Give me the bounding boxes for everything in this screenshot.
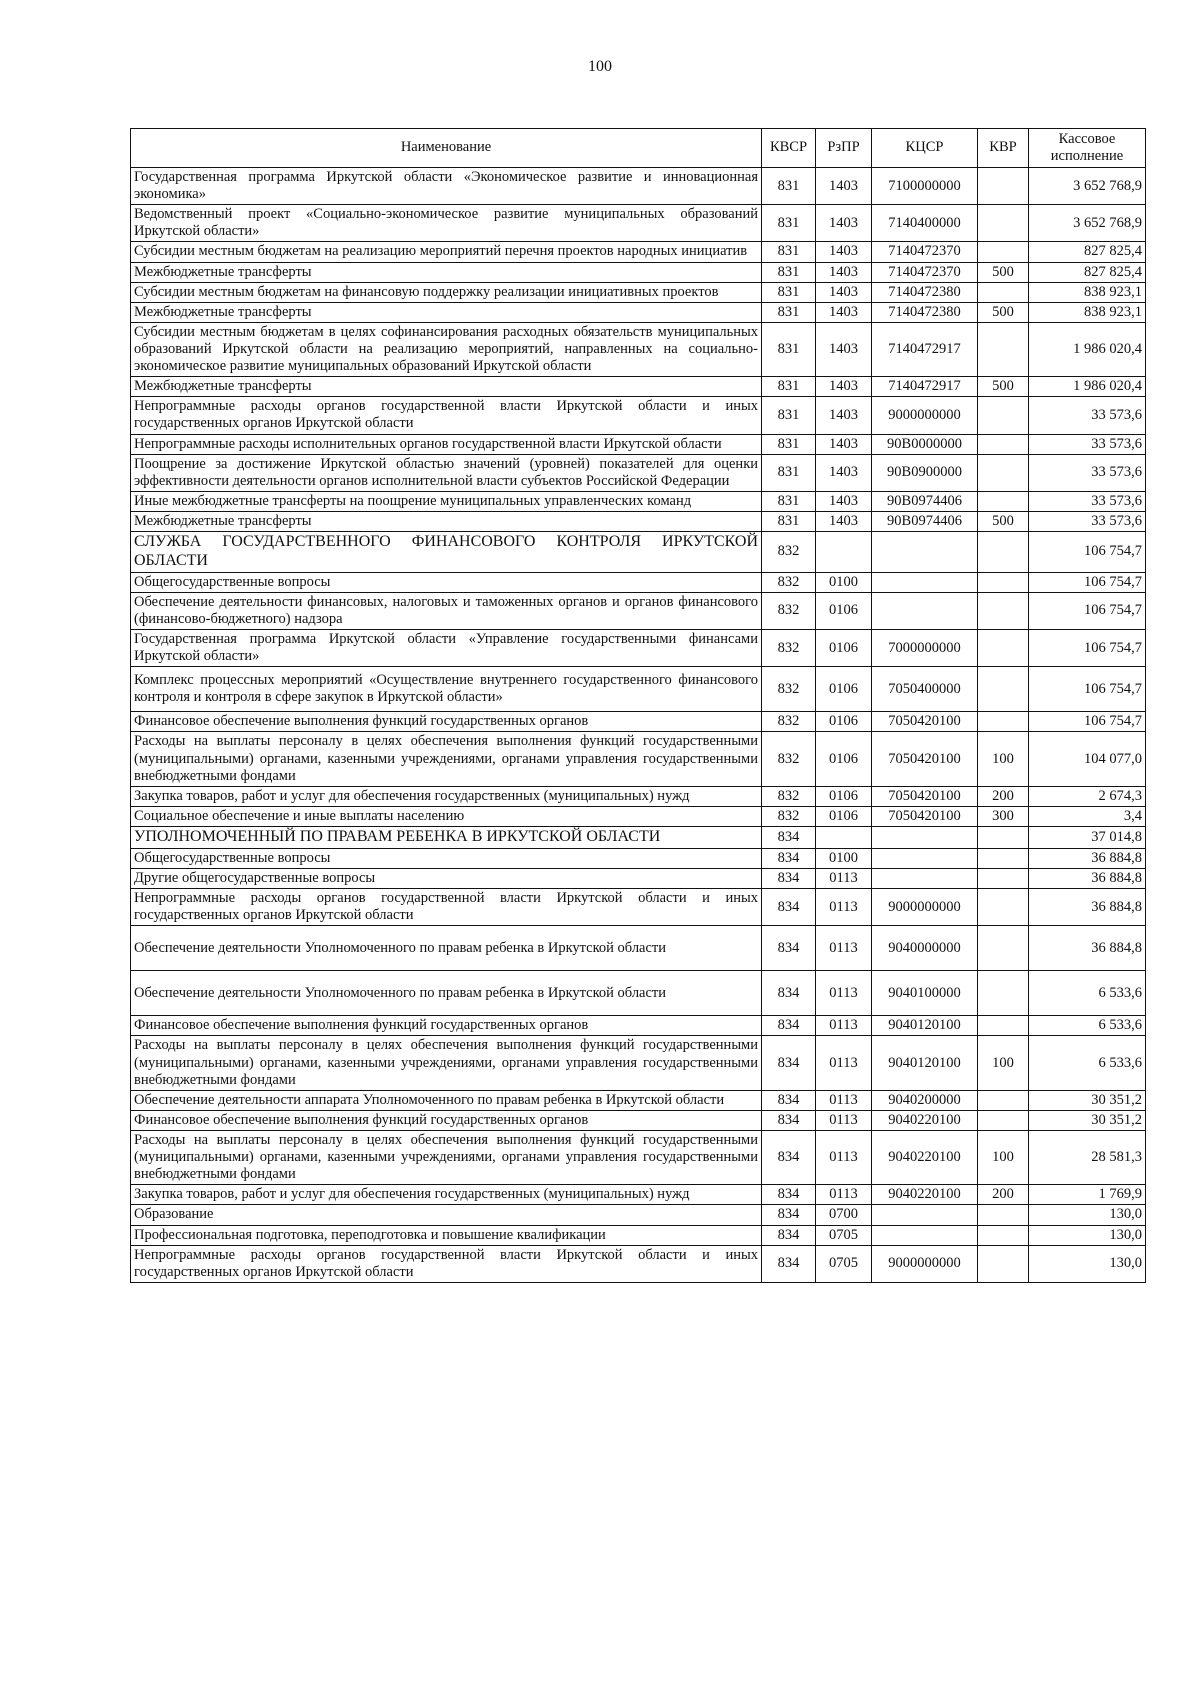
cell-kcsr: [872, 848, 978, 868]
cell-kvsr: 831: [762, 205, 816, 242]
cell-rzpr: 1403: [816, 511, 872, 531]
cell-name: Другие общегосударственные вопросы: [131, 869, 762, 889]
cell-kcsr: [872, 1225, 978, 1245]
cell-kvsr: 831: [762, 168, 816, 205]
cell-name: Финансовое обеспечение выполнения функций государственных органов: [131, 1016, 762, 1036]
cell-kvr: 500: [978, 511, 1029, 531]
table-row: [131, 827, 1146, 849]
cell-kcsr: 7140472380: [872, 302, 978, 322]
cell-kcsr: 9040220100: [872, 1185, 978, 1205]
table-row: [131, 1205, 1146, 1225]
cell-kvsr: 834: [762, 889, 816, 926]
cell-kvr: [978, 592, 1029, 629]
table-body: [131, 168, 1146, 1283]
cell-kcsr: 9040200000: [872, 1090, 978, 1110]
table-row: [131, 242, 1146, 262]
cell-amount: 6 533,6: [1029, 1036, 1146, 1090]
cell-kcsr: [872, 1205, 978, 1225]
table-row: [131, 572, 1146, 592]
cell-kvsr: 834: [762, 869, 816, 889]
table-row: [131, 848, 1146, 868]
cell-rzpr: 1403: [816, 242, 872, 262]
cell-kvr: 200: [978, 786, 1029, 806]
header-kcsr: КЦСР: [872, 129, 978, 168]
cell-name: Обеспечение деятельности аппарата Уполномоченного по правам ребенка в Иркутской области: [131, 1090, 762, 1110]
table-row: [131, 1090, 1146, 1110]
cell-kvr: [978, 1016, 1029, 1036]
cell-amount: 1 986 020,4: [1029, 322, 1146, 376]
cell-name: Общегосударственные вопросы: [131, 848, 762, 868]
cell-kcsr: 9040220100: [872, 1110, 978, 1130]
cell-amount: 106 754,7: [1029, 712, 1146, 732]
cell-kvr: [978, 630, 1029, 667]
cell-amount: 3 652 768,9: [1029, 168, 1146, 205]
cell-amount: 36 884,8: [1029, 869, 1146, 889]
cell-name: Финансовое обеспечение выполнения функций государственных органов: [131, 1110, 762, 1130]
header-amount: Кассовое исполнение: [1029, 129, 1146, 168]
cell-name: Социальное обеспечение и иные выплаты населению: [131, 806, 762, 826]
table-row: [131, 1036, 1146, 1090]
table-row: [131, 889, 1146, 926]
cell-name: Финансовое обеспечение выполнения функций государственных органов: [131, 712, 762, 732]
cell-name: Расходы на выплаты персоналу в целях обеспечения выполнения функций государственными (муниципальными) органами, казенными учреждениями, органами управления государственными внебюджетными фондами: [131, 1131, 762, 1185]
cell-kvr: [978, 205, 1029, 242]
cell-kcsr: 9000000000: [872, 397, 978, 434]
cell-kcsr: [872, 572, 978, 592]
cell-kvsr: 832: [762, 786, 816, 806]
cell-kvsr: 832: [762, 712, 816, 732]
cell-kvsr: 832: [762, 572, 816, 592]
cell-rzpr: 0113: [816, 889, 872, 926]
table-row: [131, 454, 1146, 491]
table-row: [131, 1131, 1146, 1185]
cell-rzpr: 0113: [816, 1016, 872, 1036]
cell-amount: 106 754,7: [1029, 592, 1146, 629]
cell-rzpr: 1403: [816, 282, 872, 302]
header-rzpr: РзПР: [816, 129, 872, 168]
cell-amount: 33 573,6: [1029, 511, 1146, 531]
cell-kvr: [978, 434, 1029, 454]
cell-kcsr: 7050420100: [872, 786, 978, 806]
cell-name: Иные межбюджетные трансферты на поощрение муниципальных управленческих команд: [131, 491, 762, 511]
cell-name: Поощрение за достижение Иркутской областью значений (уровней) показателей для оценки эффективности деятельности органов исполнительной власти субъектов Российской Федерации: [131, 454, 762, 491]
table-row: [131, 532, 1146, 573]
header-kvsr: КВСР: [762, 129, 816, 168]
cell-kcsr: 7050420100: [872, 712, 978, 732]
cell-kvsr: 834: [762, 1090, 816, 1110]
cell-name: Закупка товаров, работ и услуг для обеспечения государственных (муниципальных) нужд: [131, 1185, 762, 1205]
cell-name: Образование: [131, 1205, 762, 1225]
cell-rzpr: 0113: [816, 1110, 872, 1130]
cell-rzpr: 0100: [816, 848, 872, 868]
cell-kcsr: [872, 532, 978, 573]
cell-rzpr: 1403: [816, 434, 872, 454]
cell-name: СЛУЖБА ГОСУДАРСТВЕННОГО ФИНАНСОВОГО КОНТРОЛЯ ИРКУТСКОЙ ОБЛАСТИ: [131, 532, 762, 573]
cell-amount: 6 533,6: [1029, 1016, 1146, 1036]
cell-kcsr: 7140400000: [872, 205, 978, 242]
budget-table: [130, 128, 1146, 1283]
cell-rzpr: 0106: [816, 806, 872, 826]
cell-name: Государственная программа Иркутской области «Управление государственными финансами Иркутской области»: [131, 630, 762, 667]
cell-kcsr: 9000000000: [872, 1245, 978, 1282]
table-row: [131, 302, 1146, 322]
cell-amount: 827 825,4: [1029, 242, 1146, 262]
cell-kvsr: 831: [762, 377, 816, 397]
cell-rzpr: 1403: [816, 205, 872, 242]
cell-rzpr: 1403: [816, 302, 872, 322]
cell-kvr: [978, 971, 1029, 1016]
cell-amount: 106 754,7: [1029, 572, 1146, 592]
cell-amount: 30 351,2: [1029, 1110, 1146, 1130]
cell-kvsr: 834: [762, 1205, 816, 1225]
cell-rzpr: 0113: [816, 1185, 872, 1205]
cell-kvsr: 834: [762, 1036, 816, 1090]
table-row: [131, 712, 1146, 732]
cell-rzpr: 0113: [816, 869, 872, 889]
cell-name: Расходы на выплаты персоналу в целях обеспечения выполнения функций государственными (муниципальными) органами, казенными учреждениями, органами управления государственными внебюджетными фондами: [131, 732, 762, 786]
cell-kvr: [978, 712, 1029, 732]
table-row: [131, 926, 1146, 971]
cell-name: Общегосударственные вопросы: [131, 572, 762, 592]
cell-name: Межбюджетные трансферты: [131, 262, 762, 282]
cell-rzpr: 0106: [816, 630, 872, 667]
table-row: [131, 869, 1146, 889]
cell-kvr: [978, 242, 1029, 262]
cell-name: Расходы на выплаты персоналу в целях обеспечения выполнения функций государственными (муниципальными) органами, казенными учреждениями, органами управления государственными внебюджетными фондами: [131, 1036, 762, 1090]
cell-amount: 36 884,8: [1029, 848, 1146, 868]
cell-kcsr: 9000000000: [872, 889, 978, 926]
cell-kcsr: 90В0000000: [872, 434, 978, 454]
cell-kvsr: 834: [762, 1110, 816, 1130]
cell-amount: 28 581,3: [1029, 1131, 1146, 1185]
cell-rzpr: 0106: [816, 732, 872, 786]
cell-amount: 33 573,6: [1029, 491, 1146, 511]
cell-kvsr: 834: [762, 1225, 816, 1245]
cell-kcsr: [872, 827, 978, 849]
cell-kvsr: 831: [762, 322, 816, 376]
cell-kcsr: [872, 869, 978, 889]
cell-rzpr: 0106: [816, 712, 872, 732]
cell-kvr: 300: [978, 806, 1029, 826]
cell-kcsr: 90В0974406: [872, 511, 978, 531]
cell-rzpr: 0705: [816, 1245, 872, 1282]
table-row: [131, 592, 1146, 629]
cell-rzpr: 0113: [816, 971, 872, 1016]
cell-name: Межбюджетные трансферты: [131, 511, 762, 531]
cell-kvr: [978, 532, 1029, 573]
cell-amount: 130,0: [1029, 1205, 1146, 1225]
cell-name: Обеспечение деятельности Уполномоченного по правам ребенка в Иркутской области: [131, 926, 762, 971]
cell-kcsr: 7050400000: [872, 667, 978, 712]
cell-amount: 30 351,2: [1029, 1090, 1146, 1110]
cell-amount: 838 923,1: [1029, 282, 1146, 302]
cell-kvr: 100: [978, 1036, 1029, 1090]
cell-amount: 33 573,6: [1029, 434, 1146, 454]
cell-kcsr: [872, 592, 978, 629]
table-row: [131, 732, 1146, 786]
cell-name: Комплекс процессных мероприятий «Осуществление внутреннего государственного финансового контроля и контроля в сфере закупок в Иркутской области»: [131, 667, 762, 712]
table-row: [131, 491, 1146, 511]
cell-kvsr: 832: [762, 806, 816, 826]
cell-rzpr: 0106: [816, 786, 872, 806]
cell-kcsr: 7140472917: [872, 322, 978, 376]
cell-kcsr: 7140472917: [872, 377, 978, 397]
cell-kvsr: 834: [762, 827, 816, 849]
cell-amount: 2 674,3: [1029, 786, 1146, 806]
cell-kvr: [978, 397, 1029, 434]
table-row: [131, 397, 1146, 434]
cell-rzpr: 0113: [816, 926, 872, 971]
cell-kvsr: 834: [762, 971, 816, 1016]
cell-rzpr: [816, 532, 872, 573]
table-row: [131, 322, 1146, 376]
cell-name: Субсидии местным бюджетам на финансовую поддержку реализации инициативных проектов: [131, 282, 762, 302]
cell-kvsr: 834: [762, 1131, 816, 1185]
cell-kcsr: 9040000000: [872, 926, 978, 971]
cell-rzpr: 1403: [816, 262, 872, 282]
cell-kvr: 500: [978, 302, 1029, 322]
cell-kvr: [978, 926, 1029, 971]
cell-name: Закупка товаров, работ и услуг для обеспечения государственных (муниципальных) нужд: [131, 786, 762, 806]
cell-kcsr: 7000000000: [872, 630, 978, 667]
table-row: [131, 1225, 1146, 1245]
table-row: [131, 667, 1146, 712]
cell-kvr: [978, 1245, 1029, 1282]
cell-kcsr: 7140472380: [872, 282, 978, 302]
table-row: [131, 262, 1146, 282]
cell-kvr: 500: [978, 262, 1029, 282]
table-row: [131, 511, 1146, 531]
cell-kvr: [978, 869, 1029, 889]
cell-kvsr: 832: [762, 630, 816, 667]
cell-amount: 6 533,6: [1029, 971, 1146, 1016]
cell-kcsr: 9040220100: [872, 1131, 978, 1185]
table-row: [131, 282, 1146, 302]
cell-kvr: [978, 454, 1029, 491]
cell-kcsr: 7100000000: [872, 168, 978, 205]
cell-name: Профессиональная подготовка, переподготовка и повышение квалификации: [131, 1225, 762, 1245]
table-row: [131, 1185, 1146, 1205]
cell-kvr: [978, 848, 1029, 868]
page-number: 100: [588, 58, 612, 75]
cell-rzpr: 0113: [816, 1036, 872, 1090]
cell-amount: 37 014,8: [1029, 827, 1146, 849]
table-row: [131, 1110, 1146, 1130]
table-header-row: [131, 129, 1146, 168]
cell-name: Ведомственный проект «Социально-экономическое развитие муниципальных образований Иркутской области»: [131, 205, 762, 242]
cell-kvsr: 831: [762, 491, 816, 511]
cell-kvr: 200: [978, 1185, 1029, 1205]
table-row: [131, 630, 1146, 667]
cell-rzpr: 0705: [816, 1225, 872, 1245]
table-row: [131, 786, 1146, 806]
cell-amount: 130,0: [1029, 1245, 1146, 1282]
cell-name: Обеспечение деятельности Уполномоченного по правам ребенка в Иркутской области: [131, 971, 762, 1016]
cell-rzpr: 1403: [816, 322, 872, 376]
cell-name: Межбюджетные трансферты: [131, 377, 762, 397]
cell-kvsr: 831: [762, 397, 816, 434]
table-row: [131, 434, 1146, 454]
table-row: [131, 377, 1146, 397]
cell-name: Государственная программа Иркутской области «Экономическое развитие и инновационная экономика»: [131, 168, 762, 205]
cell-rzpr: 0113: [816, 1090, 872, 1110]
cell-kcsr: 9040100000: [872, 971, 978, 1016]
cell-kcsr: 9040120100: [872, 1016, 978, 1036]
cell-amount: 1 769,9: [1029, 1185, 1146, 1205]
cell-kvr: [978, 1225, 1029, 1245]
cell-rzpr: 0113: [816, 1131, 872, 1185]
cell-kvr: 100: [978, 732, 1029, 786]
cell-amount: 838 923,1: [1029, 302, 1146, 322]
header-name: Наименование: [131, 129, 762, 168]
cell-name: Непрограммные расходы органов государственной власти Иркутской области и иных государственных органов Иркутской области: [131, 1245, 762, 1282]
cell-kvsr: 831: [762, 282, 816, 302]
cell-amount: 106 754,7: [1029, 667, 1146, 712]
cell-rzpr: [816, 827, 872, 849]
cell-amount: 3 652 768,9: [1029, 205, 1146, 242]
cell-name: УПОЛНОМОЧЕННЫЙ ПО ПРАВАМ РЕБЕНКА В ИРКУТСКОЙ ОБЛАСТИ: [131, 827, 762, 849]
cell-kcsr: 9040120100: [872, 1036, 978, 1090]
table-row: [131, 1016, 1146, 1036]
cell-kvsr: 834: [762, 1016, 816, 1036]
cell-name: Непрограммные расходы исполнительных органов государственной власти Иркутской области: [131, 434, 762, 454]
table-row: [131, 205, 1146, 242]
cell-kcsr: 90В0900000: [872, 454, 978, 491]
cell-kvr: [978, 572, 1029, 592]
cell-amount: 36 884,8: [1029, 926, 1146, 971]
cell-amount: 36 884,8: [1029, 889, 1146, 926]
cell-kvsr: 831: [762, 262, 816, 282]
cell-amount: 827 825,4: [1029, 262, 1146, 282]
table-row: [131, 1245, 1146, 1282]
cell-name: Межбюджетные трансферты: [131, 302, 762, 322]
cell-amount: 33 573,6: [1029, 397, 1146, 434]
cell-name: Субсидии местным бюджетам на реализацию мероприятий перечня проектов народных инициатив: [131, 242, 762, 262]
cell-kvsr: 834: [762, 848, 816, 868]
cell-kcsr: 7050420100: [872, 806, 978, 826]
cell-kvr: [978, 1090, 1029, 1110]
cell-rzpr: 1403: [816, 397, 872, 434]
cell-kvr: [978, 889, 1029, 926]
cell-kvsr: 832: [762, 532, 816, 573]
cell-kvsr: 831: [762, 511, 816, 531]
cell-kvr: [978, 322, 1029, 376]
cell-name: Непрограммные расходы органов государственной власти Иркутской области и иных государственных органов Иркутской области: [131, 397, 762, 434]
cell-kvsr: 834: [762, 1245, 816, 1282]
cell-amount: 33 573,6: [1029, 454, 1146, 491]
cell-kvr: 100: [978, 1131, 1029, 1185]
cell-kvr: [978, 1205, 1029, 1225]
cell-rzpr: 1403: [816, 491, 872, 511]
cell-kcsr: 7140472370: [872, 242, 978, 262]
cell-name: Обеспечение деятельности финансовых, налоговых и таможенных органов и органов финансового (финансово-бюджетного) надзора: [131, 592, 762, 629]
cell-kvsr: 831: [762, 434, 816, 454]
cell-rzpr: 0100: [816, 572, 872, 592]
cell-amount: 130,0: [1029, 1225, 1146, 1245]
cell-amount: 3,4: [1029, 806, 1146, 826]
cell-kvsr: 832: [762, 592, 816, 629]
cell-name: Непрограммные расходы органов государственной власти Иркутской области и иных государственных органов Иркутской области: [131, 889, 762, 926]
cell-kvr: [978, 1110, 1029, 1130]
cell-kvr: [978, 282, 1029, 302]
cell-kvr: [978, 491, 1029, 511]
cell-kvr: [978, 827, 1029, 849]
table-row: [131, 971, 1146, 1016]
cell-kvr: [978, 667, 1029, 712]
cell-rzpr: 1403: [816, 377, 872, 397]
cell-kvsr: 831: [762, 242, 816, 262]
cell-kvr: [978, 168, 1029, 205]
cell-kvr: 500: [978, 377, 1029, 397]
cell-rzpr: 1403: [816, 168, 872, 205]
cell-kcsr: 7050420100: [872, 732, 978, 786]
cell-amount: 104 077,0: [1029, 732, 1146, 786]
cell-rzpr: 0106: [816, 592, 872, 629]
cell-amount: 106 754,7: [1029, 630, 1146, 667]
cell-rzpr: 0700: [816, 1205, 872, 1225]
cell-kcsr: 7140472370: [872, 262, 978, 282]
header-kvr: КВР: [978, 129, 1029, 168]
cell-kvsr: 831: [762, 454, 816, 491]
table-row: [131, 168, 1146, 205]
cell-kcsr: 90В0974406: [872, 491, 978, 511]
cell-rzpr: 1403: [816, 454, 872, 491]
cell-kvsr: 832: [762, 667, 816, 712]
cell-rzpr: 0106: [816, 667, 872, 712]
cell-kvsr: 832: [762, 732, 816, 786]
table-row: [131, 806, 1146, 826]
cell-kvsr: 834: [762, 1185, 816, 1205]
cell-kvsr: 834: [762, 926, 816, 971]
cell-amount: 1 986 020,4: [1029, 377, 1146, 397]
cell-name: Субсидии местным бюджетам в целях софинансирования расходных обязательств муниципальных образований Иркутской области на реализацию мероприятий, направленных на социально-экономическое развитие муниципальных образований Иркутской области: [131, 322, 762, 376]
cell-kvsr: 831: [762, 302, 816, 322]
cell-amount: 106 754,7: [1029, 532, 1146, 573]
